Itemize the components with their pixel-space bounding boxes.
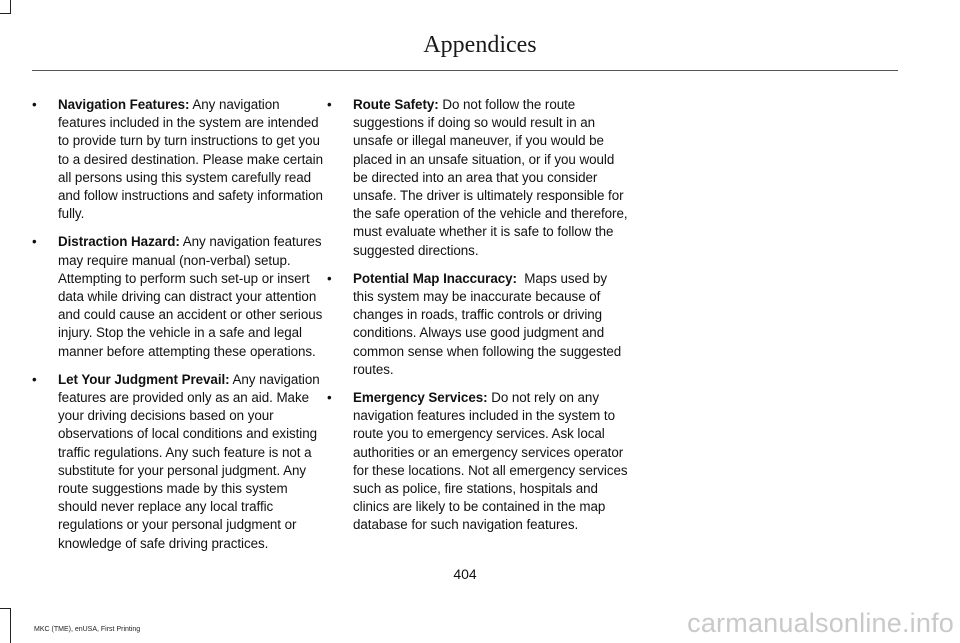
bullet-icon: •: [327, 390, 332, 406]
bullet-icon: •: [32, 371, 37, 387]
crop-mark-top-left: [10, 0, 11, 14]
crop-mark-bottom-left: [0, 608, 11, 609]
item-text: Maps used by this system may be inaccurate because of changes in roads, traffic controls or driving conditions. Always use good judgment and common sense when following the suggested routes.: [353, 270, 625, 377]
item-label: Emergency Services:: [353, 390, 488, 406]
item-text: Any navigation features are provided only as an aid. Make your driving decisions based on your observations of local conditions and existing traffic regulations. Any such feature is not a substitute for your personal judgment. Any route suggestions made by this system should never replace any local traffic regulations or your personal judgment or knowledge of safe driving practices.: [58, 371, 320, 551]
watermark: carmanualsonline.info: [687, 608, 954, 638]
list-item: [30, 96, 330, 223]
bullet-icon: •: [32, 234, 37, 250]
footer-print-info: MKC (TME), enUSA, First Printing: [34, 626, 141, 633]
item-label: Navigation Features:: [58, 97, 190, 112]
list-item: [30, 233, 330, 360]
header-divider: [32, 70, 898, 71]
item-label: Distraction Hazard:: [58, 234, 180, 250]
item-label: Potential Map Inaccuracy:: [353, 270, 517, 286]
item-text: Do not rely on any navigation features included in the system to route you to emergency services. Ask local authorities or an emergency services operator for these locations. Not all emergency services such as police, fire stations, hospitals and clinics are likely to be contained in the map database for such navigation features.: [353, 390, 628, 533]
item-label: Let Your Judgment Prevail:: [58, 371, 230, 387]
crop-mark-bottom-left: [10, 608, 11, 643]
list-item: [30, 371, 330, 553]
bullet-icon: •: [327, 270, 332, 286]
list-item: [325, 270, 629, 379]
crop-mark-top-left: [0, 13, 11, 14]
left-column: [30, 96, 323, 563]
list-item: [325, 96, 629, 260]
bullet-icon: •: [32, 97, 37, 112]
page-number: 404: [453, 566, 477, 582]
right-column: [325, 96, 628, 545]
item-text: Any navigation features may require manual (non-verbal) setup. Attempting to perform such set-up or insert data while driving can distract your attention and could cause an accident or other serious injury. Stop the vehicle in a safe and legal manner before attempting these operations.: [58, 234, 323, 359]
list-item: [325, 389, 629, 535]
item-label: Route Safety:: [353, 97, 439, 112]
bullet-icon: •: [327, 97, 332, 112]
item-text: Any navigation features included in the system are intended to provide turn by turn instructions to get you to a desired destination. Please make certain all persons using this system carefully read and follow instructions and safety information fully.: [58, 97, 323, 222]
item-text: Do not follow the route suggestions if doing so would result in an unsafe or illegal maneuver, if you would be placed in an unsafe situation, or if you would be directed into an area that you consider unsafe. The driver is ultimately responsible for the safe operation of the vehicle and therefore, must evaluate whether it is safe to follow the suggested directions.: [353, 97, 628, 258]
page-title: Appendices: [423, 32, 537, 58]
